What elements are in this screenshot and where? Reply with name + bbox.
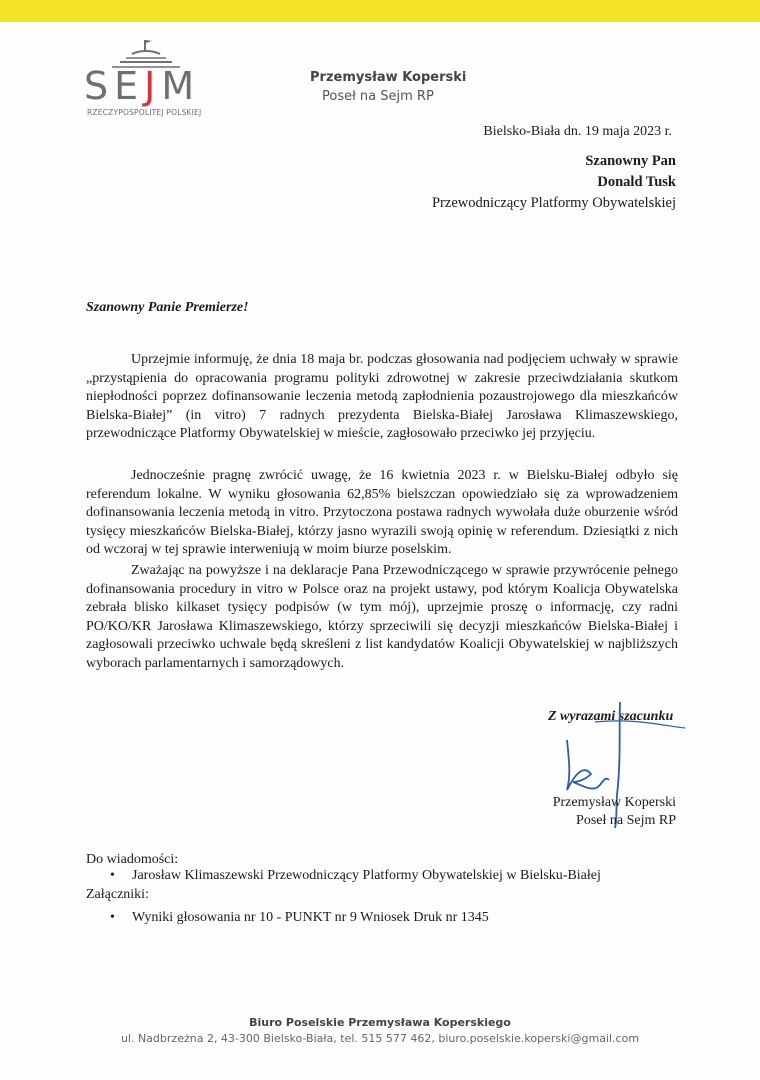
sender-role: Poseł na Sejm RP — [322, 89, 434, 104]
signature-name: Przemysław Koperski — [552, 795, 676, 810]
sejm-logo-wordmark: SEJM — [84, 64, 201, 108]
bullet: • — [110, 910, 115, 925]
recipient-salutation: Szanowny Pan — [585, 153, 676, 169]
paragraph-2: Jednocześnie pragnę zwrócić uwagę, że 16 kwietnia 2023 r. w Bielsku-Białej odbyło się referendum lokalne. W wyniku głosowania 62,85% bielszczan opowiedziało się za wprowadzeniem dofinansowania leczenia metodą in vitro. Przytoczona postawa radnych wywołała duże oburzenie wśród tysięcy mieszkańców Bielska-Białej, którzy jasno wyrazili swoją opinię w referendum. Dziesiątki z nich od wczoraj w tej sprawie interweniują w moim biurze poselskim. — [86, 468, 678, 557]
paragraph-1: Uprzejmie informuję, że dnia 18 maja br. podczas głosowania nad podjęciem uchwały w sprawie „przystąpienia do opracowania programu polityki zdrowotnej w zakresie przeciwdziałania skutkom niepłodności poprzez dofinansowanie leczenia metodą zapłodnienia pozaustrojowego dla mieszkańców Bielska-Białej” (in vitro) 7 radnych prezydenta Bielska-Białej Jarosława Klimaszewskiego, przewodniczące Platformy Obywatelskiej w mieście, zagłosowało przeciwko jej przyjęciu. — [86, 352, 678, 441]
distribution-item-text: Jarosław Klimaszewski Przewodniczący Platformy Obywatelskiej w Bielsku-Białej — [132, 868, 601, 883]
recipient-title: Przewodniczący Platformy Obywatelskiej — [431, 195, 676, 211]
attachments-label: Załączniki: — [86, 887, 149, 902]
sender-name: Przemysław Koperski — [310, 70, 467, 85]
attachment-item — [110, 910, 489, 926]
paragraph-3: Zważając na powyższe i na deklaracje Pana Przewodniczącego w sprawie przywrócenie pełnego dofinansowania procedury in vitro w Polsce oraz na projekt ustawy, pod którym Koalicja Obywatelska zebrała blisko kilkaset tysięcy podpisów (w tym mój), uprzejmie proszę o informację, czy radni PO/KO/KR Jarosława Klimaszewskiego, którzy sprzeciwili się decyzji mieszkańców Bielska-Białej i zagłosowali przeciwko uchwale będą skreśleni z list kandydatów Koalicji Obywatelskiej w najbliższych wyborach parlamentarnych i samorządowych. — [86, 563, 678, 671]
signature-role: Poseł na Sejm RP — [576, 813, 676, 828]
footer-office-title: Biuro Poselskie Przemysława Koperskiego — [249, 1016, 511, 1029]
attachment-item-text: Wyniki głosowania nr 10 - PUNKT nr 9 Wniosek Druk nr 1345 — [132, 910, 489, 925]
distribution-item — [110, 868, 601, 884]
top-yellow-bar — [0, 0, 760, 22]
sejm-logo-subtitle: RZECZYPOSPOLITEJ POLSKIEJ — [87, 108, 202, 117]
footer-contact: ul. Nadbrzeżna 2, 43-300 Bielsko-Biała, tel. 515 577 462, biuro.poselskie.koperski@gmail.com — [120, 1032, 640, 1045]
bullet: • — [110, 868, 115, 883]
recipient-name: Donald Tusk — [597, 174, 676, 190]
distribution-label: Do wiadomości: — [86, 852, 179, 867]
letter-date: Bielsko-Biała dn. 19 maja 2023 r. — [483, 124, 672, 139]
letter-closing: Z wyrazami szacunku — [548, 709, 674, 724]
letter-greeting: Szanowny Panie Premierze! — [86, 300, 249, 315]
